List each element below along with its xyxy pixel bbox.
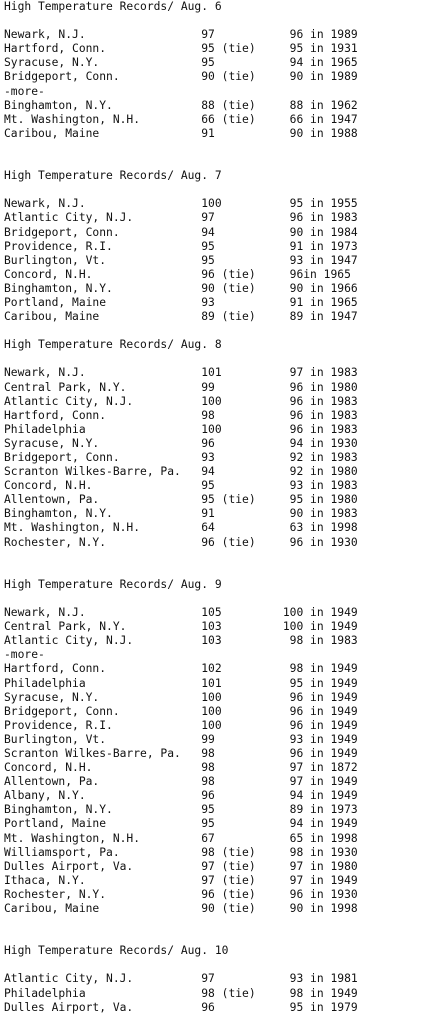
- record-line: Binghamton, N.Y. 90 (tie) 90 in 1966: [4, 281, 358, 295]
- record-line: Caribou, Maine 91 90 in 1988: [4, 126, 358, 140]
- record-line: Newark, N.J. 97 96 in 1989: [4, 28, 358, 42]
- record-line: Caribou, Maine 90 (tie) 90 in 1998: [4, 902, 358, 915]
- record-line: Albany, N.Y. 96 94 in 1949: [4, 789, 358, 803]
- record-line: Atlantic City, N.J. 97 93 in 1981: [4, 972, 358, 986]
- record-line: Central Park, N.Y. 99 96 in 1980: [4, 380, 358, 394]
- section-heading: High Temperature Records/ Aug. 7: [4, 169, 222, 183]
- record-line: Portland, Maine 95 94 in 1949: [4, 817, 358, 831]
- record-line: Concord, N.H. 98 97 in 1872: [4, 761, 358, 775]
- record-line: Syracuse, N.Y. 96 94 in 1930: [4, 436, 358, 450]
- record-line: Binghamton, N.Y. 88 (tie) 88 in 1962: [4, 98, 358, 112]
- record-line: Mt. Washington, N.H. 67 65 in 1998: [4, 831, 358, 845]
- record-line: Atlantic City, N.J. 97 96 in 1983: [4, 211, 358, 225]
- record-line: Central Park, N.Y. 103 100 in 1949: [4, 620, 358, 634]
- record-line: Dulles Airport, Va. 96 95 in 1979: [4, 1000, 358, 1014]
- record-line: Hartford, Conn. 98 96 in 1983: [4, 408, 358, 422]
- record-line: Burlington, Vt. 95 93 in 1947: [4, 253, 358, 267]
- record-line: Atlantic City, N.J. 103 98 in 1983: [4, 634, 358, 648]
- record-line: Williamsport, Pa. 98 (tie) 98 in 1930: [4, 845, 358, 859]
- record-line: Burlington, Vt. 99 93 in 1949: [4, 732, 358, 746]
- record-line: Scranton Wilkes-Barre, Pa. 94 92 in 1980: [4, 465, 358, 479]
- more-marker: -more-: [4, 84, 45, 98]
- temperature-records-document: [4, 0, 358, 1015]
- record-line: Syracuse, N.Y. 100 96 in 1949: [4, 690, 358, 704]
- section-heading: High Temperature Records/ Aug. 9: [4, 577, 222, 591]
- section-heading: High Temperature Records/ Aug. 10: [4, 944, 229, 958]
- record-line: Newark, N.J. 100 95 in 1955: [4, 197, 358, 211]
- record-line: Bridgeport, Conn. 90 (tie) 90 in 1989: [4, 70, 358, 84]
- record-line: Caribou, Maine 89 (tie) 89 in 1947: [4, 310, 358, 324]
- record-line: Syracuse, N.Y. 95 94 in 1965: [4, 56, 358, 70]
- record-line: Bridgeport, Conn. 94 90 in 1984: [4, 225, 358, 239]
- record-line: Philadelphia 98 (tie) 98 in 1949: [4, 986, 358, 1000]
- record-line: Ithaca, N.Y. 97 (tie) 97 in 1949: [4, 873, 358, 887]
- record-line: Binghamton, N.Y. 91 90 in 1983: [4, 507, 358, 521]
- record-line: Bridgeport, Conn. 100 96 in 1949: [4, 704, 358, 718]
- record-line: Bridgeport, Conn. 93 92 in 1983: [4, 451, 358, 464]
- record-line: Allentown, Pa. 98 97 in 1949: [4, 775, 358, 789]
- record-line: Providence, R.I. 95 91 in 1973: [4, 239, 358, 253]
- record-line: Allentown, Pa. 95 (tie) 95 in 1980: [4, 493, 358, 507]
- record-line: Rochester, N.Y. 96 (tie) 96 in 1930: [4, 887, 358, 901]
- more-marker: -more-: [4, 648, 45, 662]
- record-line: Newark, N.J. 105 100 in 1949: [4, 606, 358, 620]
- record-line: Scranton Wilkes-Barre, Pa. 98 96 in 1949: [4, 746, 358, 760]
- record-line: Mt. Washington, N.H. 66 (tie) 66 in 1947: [4, 112, 358, 126]
- record-line: Dulles Airport, Va. 97 (tie) 97 in 1980: [4, 859, 358, 873]
- record-line: Hartford, Conn. 102 98 in 1949: [4, 662, 358, 676]
- record-line: Atlantic City, N.J. 100 96 in 1983: [4, 394, 358, 408]
- record-line: Philadelphia 100 96 in 1983: [4, 422, 358, 436]
- record-line: Mt. Washington, N.H. 64 63 in 1998: [4, 521, 358, 535]
- section-heading: High Temperature Records/ Aug. 8: [4, 338, 222, 352]
- record-line: Portland, Maine 93 91 in 1965: [4, 295, 358, 309]
- record-line: Newark, N.J. 101 97 in 1983: [4, 366, 358, 380]
- record-line: Concord, N.H. 95 93 in 1983: [4, 479, 358, 493]
- record-line: Providence, R.I. 100 96 in 1949: [4, 718, 358, 732]
- record-line: Hartford, Conn. 95 (tie) 95 in 1931: [4, 42, 358, 56]
- record-line: Concord, N.H. 96 (tie) 96in 1965: [4, 267, 351, 281]
- record-line: Binghamton, N.Y. 95 89 in 1973: [4, 803, 358, 817]
- record-line: Philadelphia 101 95 in 1949: [4, 676, 358, 690]
- record-line: Rochester, N.Y. 96 (tie) 96 in 1930: [4, 535, 358, 549]
- section-heading: High Temperature Records/ Aug. 6: [4, 0, 222, 13]
